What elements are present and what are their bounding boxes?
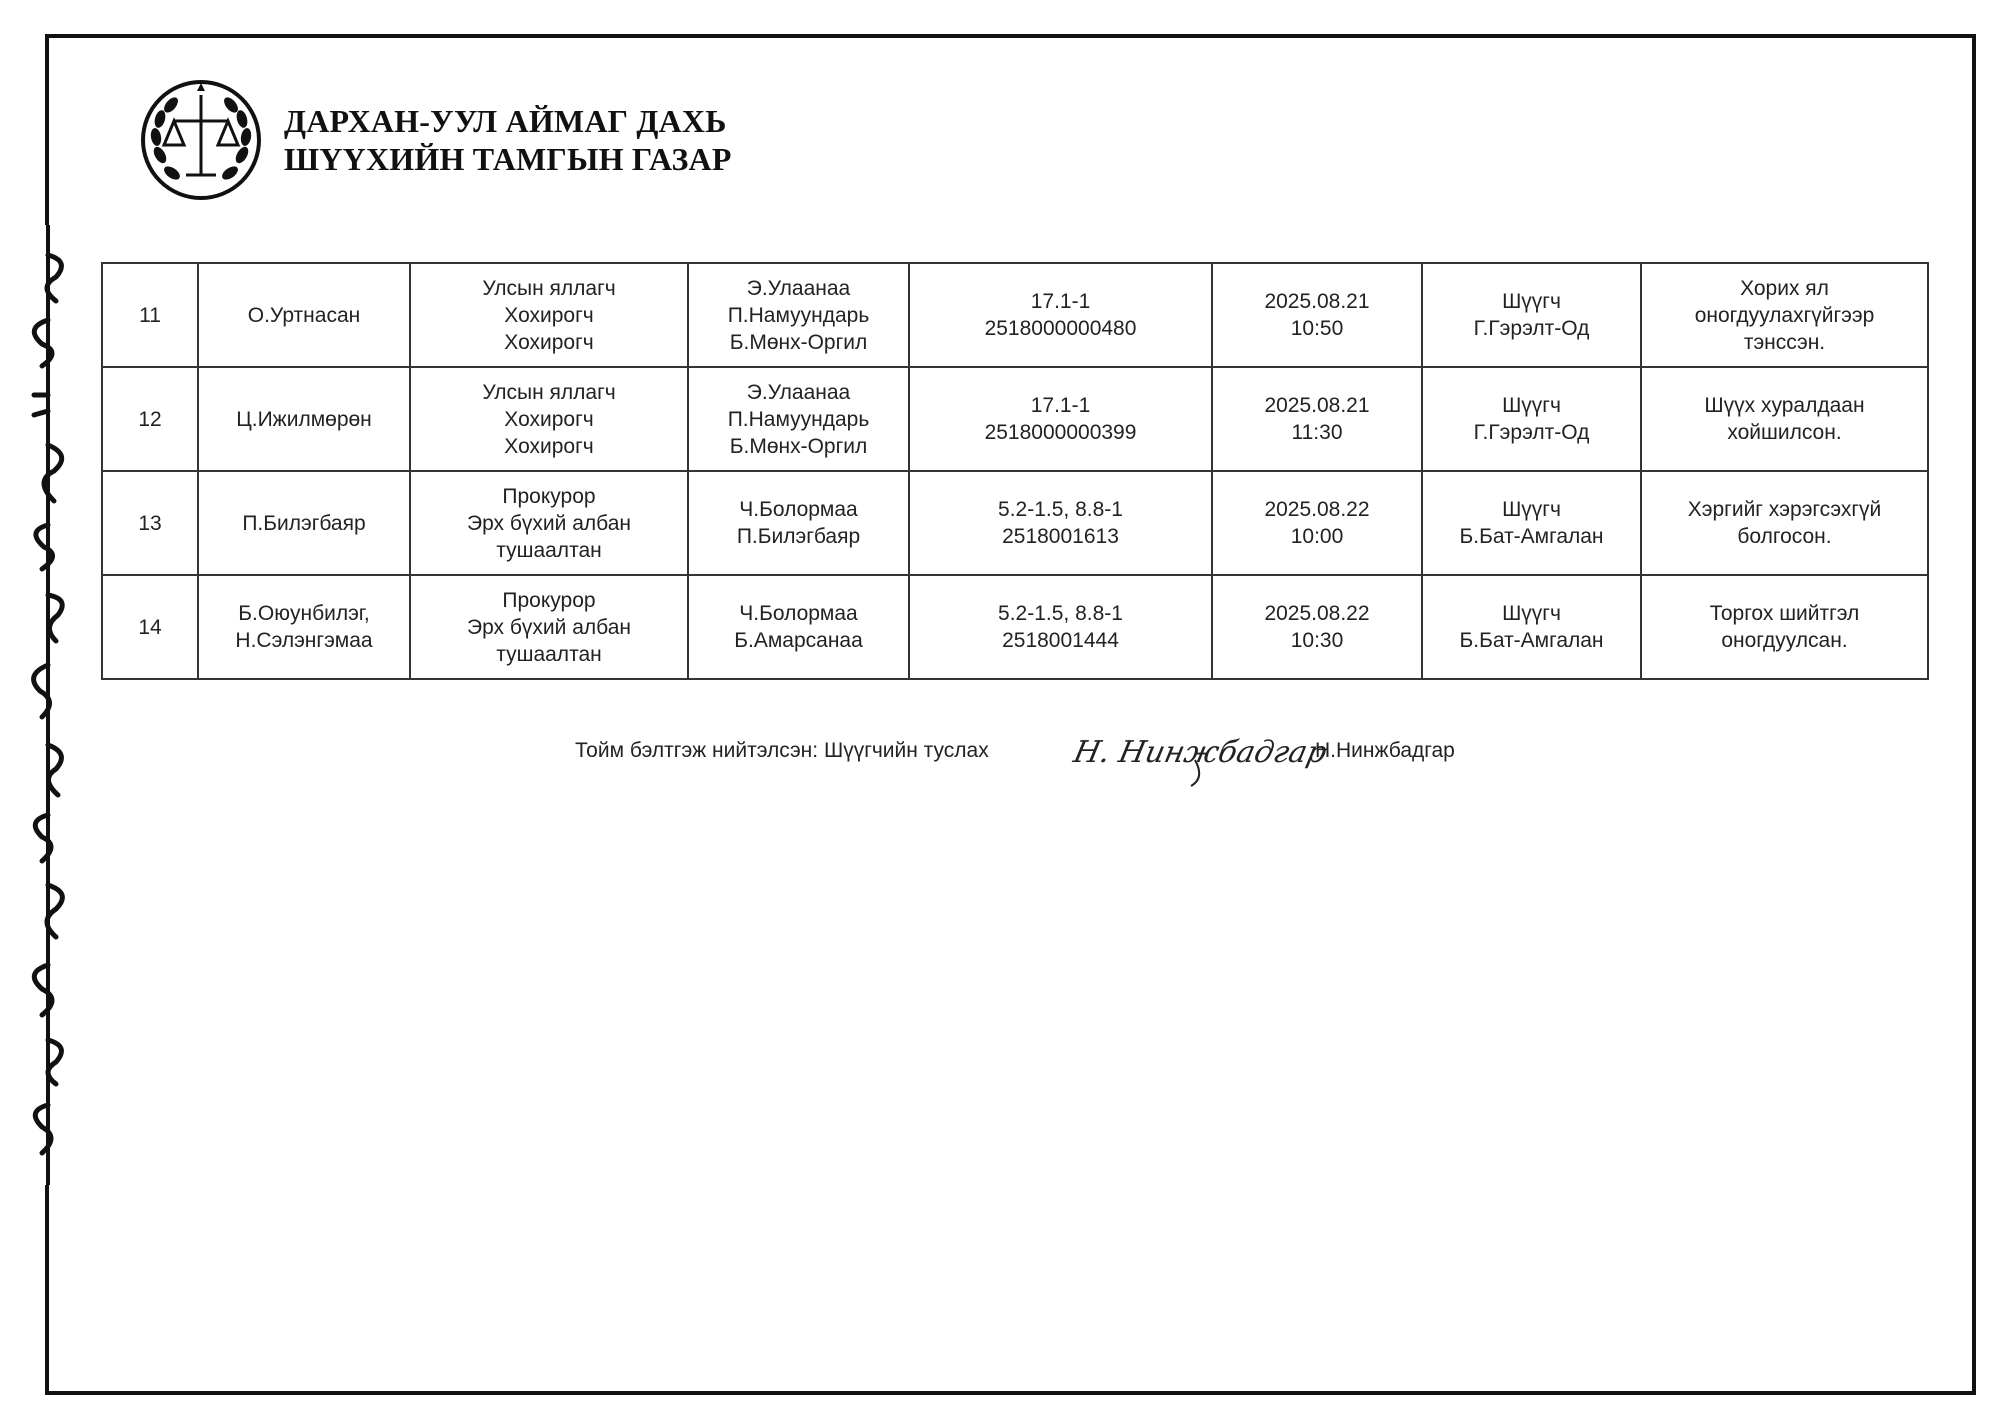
case-number-cell: 14 [102,575,198,679]
judge-cell-line: Г.Гэрэлт-Од [1473,317,1590,340]
party-role-cell-line: Улсын яллагч [482,380,616,404]
case-article-cell [909,263,1212,367]
result-cell [1641,471,1928,575]
signature-text: Н. Нинжбадгар [1070,735,1330,770]
party-role-cell-line: Улсын яллагч [482,276,616,300]
party-name-cell-line: Ч.Болормаа [739,498,858,521]
party-role-cell-line: Прокурор [502,484,596,508]
party-role-cell-line: Прокурор [502,588,596,612]
result-cell-line: тэнссэн. [1743,330,1826,354]
party-role-cell-line: Хохирогч [504,434,594,458]
table-row [102,575,1928,679]
document-footer [575,725,1575,785]
defendant-cell [198,263,410,367]
judge-cell [1422,471,1641,575]
party-role-cell [410,367,688,471]
judge-cell [1422,575,1641,679]
defendant-cell-line: Б.Оюунбилэг, [238,602,370,625]
party-role-cell-line: тушаалтан [496,642,602,666]
case-article-cell-line: 5.2-1.5, 8.8-1 [998,498,1123,521]
result-cell-line: Хэргийг хэрэгсэхгүй [1687,498,1882,521]
case-article-cell-line: 2518000000399 [984,421,1137,444]
judge-cell [1422,367,1641,471]
hearing-datetime-cell [1212,471,1422,575]
party-name-cell [688,575,909,679]
party-name-cell [688,263,909,367]
party-role-cell-line: Хохирогч [504,303,594,327]
defendant-cell-line: О.Уртнасан [247,303,361,327]
document-header [138,75,732,205]
hearing-datetime-cell-line: 11:30 [1291,421,1343,444]
result-cell-line: Шүүх хуралдаан [1704,394,1865,417]
party-name-cell-line: Э.Улаанаа [746,276,851,300]
party-role-cell [410,263,688,367]
hearing-datetime-cell-line: 10:00 [1290,525,1344,548]
organization-name-line-1: ДАРХАН-УУЛ АЙМАГ ДАХЬ [284,103,727,139]
judge-cell-line: Г.Гэрэлт-Од [1473,421,1590,444]
table-row [102,263,1928,367]
result-cell-line: оногдуулсан. [1721,629,1848,652]
case-number-cell: 12 [102,367,198,471]
defendant-cell-line: П.Билэгбаяр [242,511,366,535]
hearing-datetime-cell [1212,263,1422,367]
party-name-cell [688,471,909,575]
signer-name: Н.Нинжбадгар [1315,739,1455,762]
case-article-cell-line: 17.1-1 [1030,290,1091,313]
party-role-cell-line: тушаалтан [496,538,602,562]
party-role-cell-line: Хохирогч [504,407,594,431]
result-cell-line: Хорих ял [1740,276,1829,300]
handwritten-signature [1070,720,1330,790]
party-name-cell [688,367,909,471]
result-cell-line: Торгох шийтгэл [1709,602,1860,625]
hearing-datetime-cell-line: 2025.08.22 [1264,602,1370,625]
organization-name [284,102,732,178]
court-scales-emblem-icon [138,77,264,203]
hearing-datetime-cell-line: 10:30 [1290,629,1344,652]
case-number-cell: 11 [102,263,198,367]
judge-cell-line: Шүүгч [1502,290,1561,313]
party-name-cell-line: Б.Амарсанаа [734,629,863,652]
judge-cell-line: Шүүгч [1502,498,1561,521]
result-cell-line: хойшилсон. [1727,421,1842,444]
result-cell [1641,575,1928,679]
defendant-cell [198,575,410,679]
judge-cell-line: Б.Бат-Амгалан [1459,629,1604,652]
result-cell-line: болгосон. [1737,525,1832,548]
defendant-cell-line: Н.Сэлэнгэмаа [235,629,373,652]
party-role-cell-line: Эрх бүхий албан [467,615,631,639]
case-article-cell-line: 2518000000480 [984,317,1137,340]
hearing-datetime-cell-line: 2025.08.21 [1264,394,1370,417]
party-role-cell-line: Хохирогч [504,330,594,354]
judge-cell-line: Шүүгч [1502,394,1561,417]
table-row [102,471,1928,575]
case-article-cell [909,367,1212,471]
hearing-datetime-cell-line: 2025.08.21 [1264,290,1370,313]
organization-name-line-2: ШҮҮХИЙН ТАМГЫН ГАЗАР [284,141,732,177]
page-frame [45,34,1976,1395]
hearing-datetime-cell [1212,367,1422,471]
case-article-cell-line: 5.2-1.5, 8.8-1 [998,602,1123,625]
hearing-datetime-cell-line: 10:50 [1290,317,1344,340]
table-row [102,367,1928,471]
party-role-cell [410,575,688,679]
party-name-cell-line: П.Билэгбаяр [736,525,861,548]
case-article-cell-line: 2518001613 [1002,525,1119,548]
case-article-cell [909,575,1212,679]
party-name-cell-line: П.Намуундарь [727,303,870,327]
defendant-cell [198,471,410,575]
judge-cell-line: Шүүгч [1502,602,1561,625]
case-article-cell [909,471,1212,575]
result-cell [1641,263,1928,367]
prepared-by-label: Тойм бэлтгэж нийтэлсэн: Шүүгчийн туслах [575,739,989,762]
party-role-cell [410,471,688,575]
result-cell-line: оногдуулахгүйгээр [1694,303,1875,327]
judge-cell-line: Б.Бат-Амгалан [1459,525,1604,548]
party-role-cell-line: Эрх бүхий албан [467,511,631,535]
party-name-cell-line: П.Намуундарь [727,407,870,431]
party-name-cell-line: Э.Улаанаа [746,380,851,404]
hearing-datetime-cell [1212,575,1422,679]
result-cell [1641,367,1928,471]
defendant-cell [198,367,410,471]
case-article-cell-line: 2518001444 [1002,629,1119,652]
hearing-datetime-cell-line: 2025.08.22 [1264,498,1370,521]
party-name-cell-line: Б.Мөнх-Оргил [729,330,868,354]
case-number-cell: 13 [102,471,198,575]
judge-cell [1422,263,1641,367]
defendant-cell-line: Ц.Ижилмөрөн [236,407,372,431]
party-name-cell-line: Б.Мөнх-Оргил [729,434,868,458]
case-article-cell-line: 17.1-1 [1030,394,1091,417]
court-cases-table [101,262,1929,680]
mongolian-script-side-decoration [8,225,88,1185]
party-name-cell-line: Ч.Болормаа [739,602,858,625]
